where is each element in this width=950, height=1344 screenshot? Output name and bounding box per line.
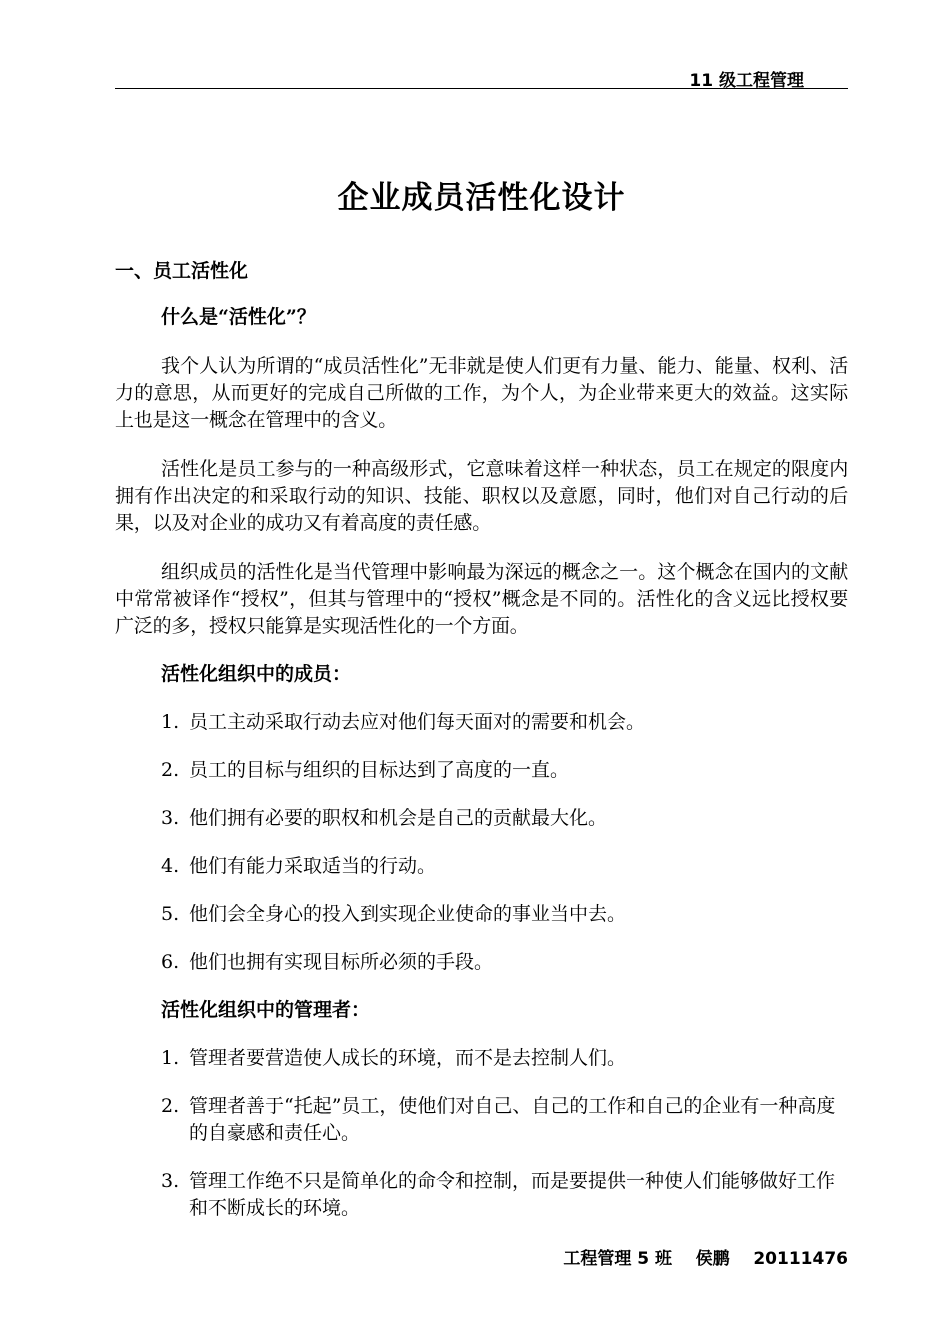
paragraph: 活性化是员工参与的一种高级形式，它意味着这样一种状态，员工在规定的限度内拥有作出决定的和采取行动的知识、技能、职权以及意愿，同时，他们对自己行动的后果，以及对企业的成功又有着高度的责任感。 xyxy=(115,458,848,534)
list-item xyxy=(161,709,848,736)
list-number: 3. xyxy=(161,1170,180,1192)
list-text: 管理者要营造使人成长的环境，而不是去控制人们。 xyxy=(189,1047,627,1069)
list-item xyxy=(161,805,848,832)
list-number: 3. xyxy=(161,807,180,829)
paragraph: 我个人认为所谓的“成员活性化”无非就是使人们更有力量、能力、能量、权利、活力的意思，从而更好的完成自己所做的工作，为个人，为企业带来更大的效益。这实际上也是这一概念在管理中的含义。 xyxy=(115,355,848,431)
managers-list xyxy=(115,1045,848,1222)
list-number: 6. xyxy=(161,951,180,973)
managers-heading: 活性化组织中的管理者： xyxy=(161,999,371,1021)
list-item xyxy=(161,1168,848,1222)
members-heading: 活性化组织中的成员： xyxy=(161,663,352,685)
list-number: 2. xyxy=(161,1095,180,1117)
list-number: 2. xyxy=(161,759,180,781)
list-number: 5. xyxy=(161,903,180,925)
list-number: 4. xyxy=(161,855,180,877)
document-body xyxy=(115,257,848,1222)
list-item xyxy=(161,949,848,976)
list-item xyxy=(161,853,848,880)
list-item xyxy=(161,901,848,928)
list-item xyxy=(161,757,848,784)
members-list xyxy=(115,709,848,976)
page-footer: 工程管理 5 班 侯鹏 20111476 xyxy=(563,1249,848,1269)
list-text: 员工的目标与组织的目标达到了高度的一直。 xyxy=(189,759,570,781)
list-text: 他们有能力采取适当的行动。 xyxy=(189,855,437,877)
section-heading: 一、员工活性化 xyxy=(115,260,249,282)
list-text: 管理者善于“托起”员工，使他们对自己、自己的工作和自己的企业有一种高度的自豪感和责任心。 xyxy=(189,1095,836,1144)
header-divider xyxy=(115,88,848,89)
question-heading: 什么是“活性化”？ xyxy=(161,306,316,328)
list-text: 管理工作绝不只是简单化的命令和控制，而是要提供一种使人们能够做好工作和不断成长的环境。 xyxy=(189,1170,836,1219)
page-header: 11 级工程管理 xyxy=(689,71,804,91)
list-text: 员工主动采取行动去应对他们每天面对的需要和机会。 xyxy=(189,711,646,733)
document-title: 企业成员活性化设计 xyxy=(337,180,626,216)
list-text: 他们拥有必要的职权和机会是自己的贡献最大化。 xyxy=(189,807,608,829)
list-number: 1. xyxy=(161,1047,180,1069)
list-text: 他们会全身心的投入到实现企业使命的事业当中去。 xyxy=(189,903,627,925)
list-item xyxy=(161,1093,848,1147)
paragraph: 组织成员的活性化是当代管理中影响最为深远的概念之一。这个概念在国内的文献中常常被译作“授权”，但其与管理中的“授权”概念是不同的。活性化的含义远比授权要广泛的多，授权只能算是实现活性化的一个方面。 xyxy=(115,561,848,637)
list-item xyxy=(161,1045,848,1072)
list-number: 1. xyxy=(161,711,180,733)
list-text: 他们也拥有实现目标所必须的手段。 xyxy=(189,951,494,973)
